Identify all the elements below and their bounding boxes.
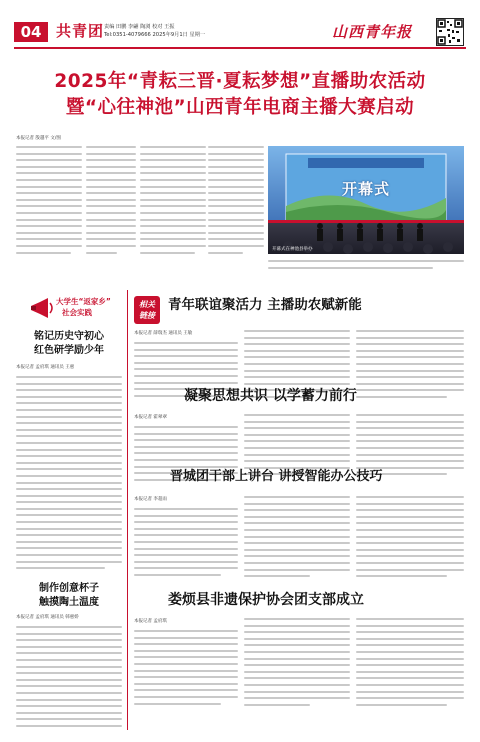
sidebar-badge-line2: 社会实践 [62, 308, 92, 317]
story-d-title: 娄烦县非遗保护协会团支部成立 [168, 592, 364, 608]
related-tag-line1: 相关 [139, 300, 155, 309]
side-story2-body [16, 626, 122, 732]
story-b-byline: 本报记者 霍翠翠 [134, 415, 167, 420]
photo-caption: 开幕式在神池县举办 [272, 247, 313, 252]
story-a-col3 [356, 330, 464, 403]
related-links-tag [134, 296, 160, 324]
ceremony-stage-illustration [268, 146, 464, 254]
main-body-col3 [140, 146, 206, 258]
main-photo [268, 146, 464, 254]
story-a-byline: 本报记者 薛瑞杰 通讯员 王敏 [134, 331, 193, 336]
main-body-col2 [86, 146, 136, 258]
story-a-title: 青年联谊聚活力 主播助农赋新能 [168, 297, 362, 313]
side-story1-title-line2: 红色研学励少年 [34, 345, 104, 356]
main-byline: 本报记者 殷越平 文/图 [16, 136, 61, 141]
sidebar-badge-line1: 大学生“返家乡” [56, 297, 111, 306]
newspaper-logo: 山西青年报 [332, 23, 413, 41]
story-c-col3 [356, 496, 464, 582]
header-meta-line2: Tel:0351-4079666 2025年9月1日 星期一 [104, 32, 206, 38]
header-rule [14, 47, 466, 49]
story-d-col2 [244, 618, 350, 710]
story-d-col3 [356, 618, 464, 710]
story-c-col1 [134, 508, 238, 581]
page-number: 04 [14, 22, 48, 42]
story-c-col2 [244, 496, 350, 582]
qr-code [436, 18, 464, 46]
page-header [14, 20, 466, 44]
side-story2-title-line1: 制作创意杯子 [39, 583, 99, 594]
related-tag-line2: 链接 [139, 311, 155, 320]
main-body-col4 [208, 146, 264, 258]
side-story2-title-line2: 触摸陶土温度 [39, 597, 99, 608]
main-title-line1: 2025年“青耘三晋·夏耘梦想”直播助农活动 [54, 71, 426, 92]
section-name: 共青团 [56, 22, 105, 40]
stage-banner-text: 开幕式 [341, 180, 390, 198]
story-d-byline: 本报记者 孟府琪 [134, 619, 167, 624]
megaphone-icon [28, 296, 56, 322]
side-story1-body [16, 376, 122, 574]
column-divider [127, 290, 128, 730]
sidebar-badge [28, 294, 111, 324]
main-body-col1 [16, 146, 82, 258]
main-body-col5 [268, 260, 464, 273]
story-b-title-visible: 凝聚思想共识 以学蓄力前行 [184, 388, 357, 404]
story-d-col1 [134, 630, 238, 709]
story-c-byline: 本报记者 李超雨 [134, 497, 167, 502]
header-meta-line1: 责编 田鹏 李翩 陶浏 校对 王振 [104, 24, 175, 30]
side-story2-byline: 本报记者 孟府琪 通讯员 韩惠娇 [16, 615, 79, 620]
main-title-line2: 暨“心往神池”山西青年电商主播大赛启动 [65, 97, 415, 118]
side-story1-title-line1: 铭记历史守初心 [34, 331, 104, 342]
side-story1-byline: 本报记者 孟府琪 通讯员 王惠 [16, 365, 75, 370]
story-c-title: 晋城团干部上讲台 讲授智能办公技巧 [170, 469, 383, 484]
